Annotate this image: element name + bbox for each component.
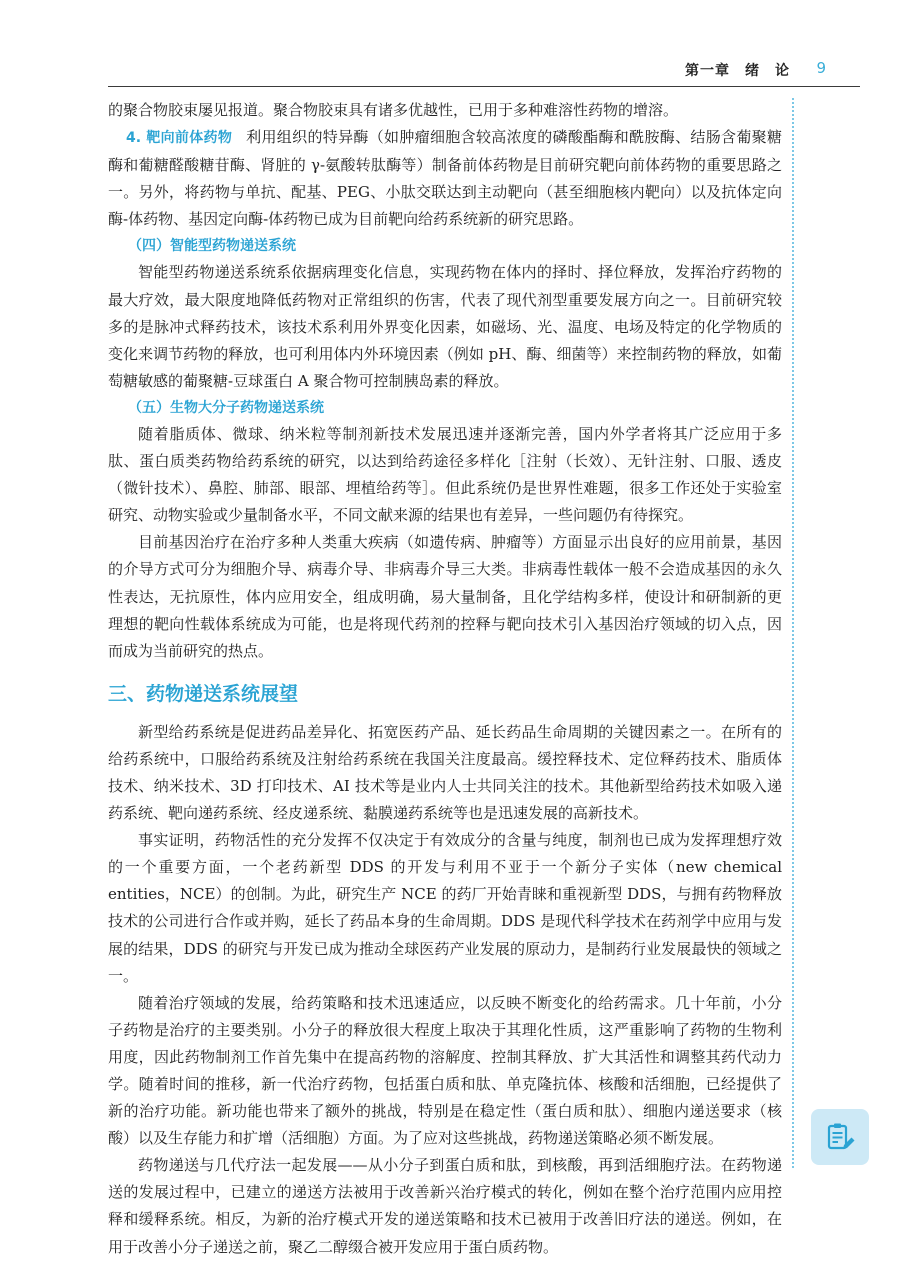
notes-edit-icon (823, 1120, 857, 1154)
page-number: 9 (816, 59, 826, 77)
paragraph-targeted-prodrug (108, 124, 782, 233)
paragraph-co-development: 药物递送与几代疗法一起发展——从小分子到蛋白质和肽，到核酸，再到活细胞疗法。在药物递送的发展过程中，已建立的递送方法被用于改善新兴治疗模式的转化，例如在整个治疗范围内应用控释和缓释系统。相反，为新的治疗模式开发的递送策略和技术已被用于改善旧疗法的递送。例如，在用于改善小分子递送之前，聚乙二醇缀合被开发应用于蛋白质药物。 (108, 1156, 782, 1256)
inline-heading-targeted-prodrug: 4. 靶向前体药物 (126, 130, 233, 147)
page-header (108, 58, 860, 87)
margin-dotted-rule (792, 98, 794, 1168)
paragraph-biomacromolecule: 随着脂质体、微球、纳米粒等制剂新技术发展迅速并逐渐完善，国内外学者将其广泛应用于多肽、蛋白质类药物给药系统的研究，以达到给药途径多样化［注射（长效）、无针注射、口服、透皮（微针技术）、鼻腔、肺部、眼部、埋植给药等］。但此系统仍是世界性难题，很多工作还处于实验室研究、动物实验或少量制备水平，不同文献来源的结果也有差异，一些问题仍有待探究。 (108, 424, 782, 525)
paragraph-facts: 事实证明，药物活性的充分发挥不仅决定于有效成分的含量与纯度，制剂也已成为发挥理想疗效的一个重要方面，一个老药新型 DDS 的开发与利用不亚于一个新分子实体（new chemical entities，NCE）的创制。为此，研究生产 NCE 的药厂开始青睐和重视新型 DDS，与拥有药物释放技术的公司进行合作或并购，延长了药品本身的生命周期。DDS 是现代科学技术在药剂学中应用与发展的结果，DDS 的研究与开发已成为推动全球医药产业发展的原动力，是制药行业发展最快的领域之一。 (108, 831, 782, 985)
paragraph-new-dds: 新型给药系统是促进药品差异化、拓宽医药产品、延长药品生命周期的关键因素之一。在所有的给药系统中，口服给药系统及注射给药系统在我国关注度最高。缓控释技术、定位释药技术、脂质体技术、纳米技术、3D 打印技术、AI 技术等是业内人士共同关注的技术。其他新型给药技术如吸入递药系统、靶向递药系统、经皮递系统、黏膜递药系统等也是迅速发展的高新技术。 (108, 722, 782, 823)
paragraph-therapy-evolution: 随着治疗领域的发展，给药策略和技术迅速适应，以反映不断变化的给药需求。几十年前，小分子药物是治疗的主要类别。小分子的释放很大程度上取决于其理化性质，这严重影响了药物的生物利用度，因此药物制剂工作首先集中在提高药物的溶解度、控制其释放、扩大其活性和调整其药代动力学。随着时间的推移，新一代治疗药物，包括蛋白质和肽、单克隆抗体、核酸和活细胞，已经提供了新的治疗功能。新功能也带来了额外的挑战，特别是在稳定性（蛋白质和肽）、细胞内递送要求（核酸）以及生存能力和扩增（活细胞）方面。为了应对这些挑战，药物递送策略必须不断发展。 (108, 993, 782, 1148)
paragraph-continuation: 的聚合物胶束屡见报道。聚合物胶束具有诸多优越性，已用于多种难溶性药物的增溶。 (108, 101, 679, 119)
notes-button[interactable] (811, 1109, 869, 1165)
chapter-title: 第一章 绪 论 (685, 63, 790, 79)
page-body (108, 97, 782, 1261)
paragraph-smart-dds: 智能型药物递送系统系依据病理变化信息，实现药物在体内的择时、择位释放，发挥治疗药物的最大疗效，最大限度地降低药物对正常组织的伤害，代表了现代剂型重要发展方向之一。目前研究较多的是脉冲式释药技术，该技术系利用外界变化因素，如磁场、光、温度、电场及特定的化学物质的变化来调节药物的释放，也可利用体内外环境因素（例如 pH、酶、细菌等）来控制药物的释放，如葡萄糖敏感的葡聚糖-豆球蛋白 A 聚合物可控制胰岛素的释放。 (108, 263, 782, 390)
section-title-outlook: 三、药物递送系统展望 (108, 682, 299, 705)
subheading-smart-dds: （四）智能型药物递送系统 (128, 238, 296, 255)
subheading-biomacromolecule-dds: （五）生物大分子药物递送系统 (128, 399, 324, 416)
paragraph-gene-therapy: 目前基因治疗在治疗多种人类重大疾病（如遗传病、肿瘤等）方面显示出良好的应用前景，基因的介导方式可分为细胞介导、病毒介导、非病毒介导三大类。非病毒性载体一般不会造成基因的永久性表达，无抗原性，体内应用安全，组成明确，易大量制备，且化学结构多样，使设计和研制新的更理想的靶向性载体系统成为可能，也是将现代药剂的控释与靶向技术引入基因治疗领域的切入点，因而成为当前研究的热点。 (108, 533, 782, 660)
paragraph-text: 利用组织的特异酶（如肿瘤细胞含较高浓度的磷酸酯酶和酰胺酶、结肠含葡聚糖酶和葡糖醛酸糖苷酶、肾脏的 γ-氨酸转肽酶等）制备前体药物是目前研究靶向前体药物的重要思路之一。另外，将药物与单抗、配基、PEG、小肽交联达到主动靶向（甚至细胞核内靶向）以及抗体定向酶-体药物、基因定向酶-体药物已成为目前靶向给药系统新的研究思路。 (108, 128, 782, 229)
